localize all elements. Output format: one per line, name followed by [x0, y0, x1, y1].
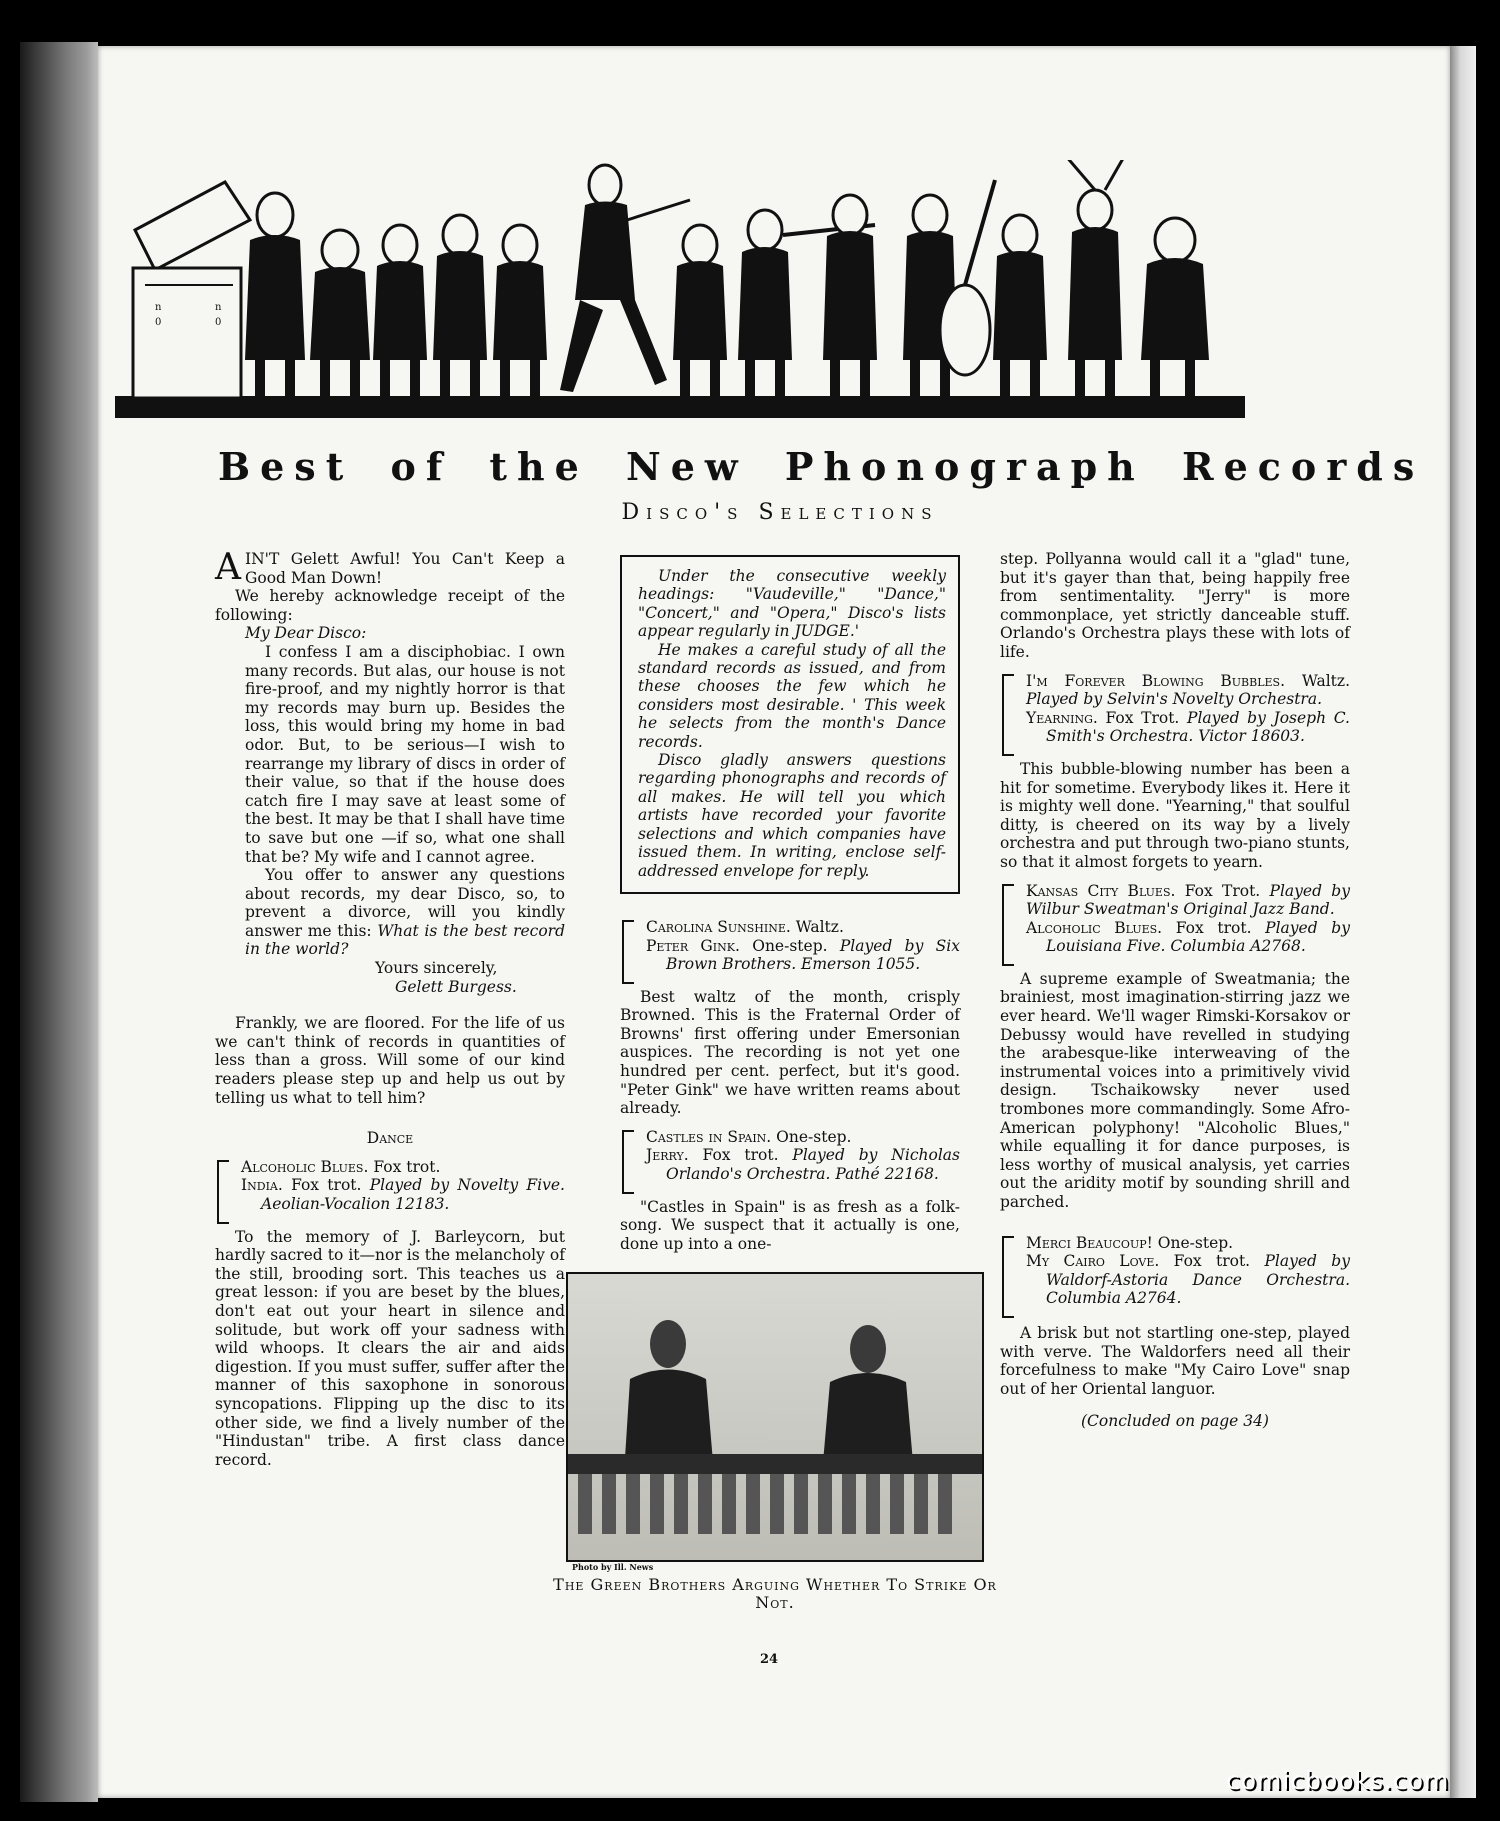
info-box	[620, 555, 960, 894]
letter-question: What is the best record in the world?	[245, 921, 565, 959]
letter-paragraph-2-text: You offer to answer any questions about records, my dear Disco, so, to prevent a divorce, will you kindly answer me this:	[245, 866, 565, 940]
photo-credit: Photo by Ill. News	[572, 1562, 654, 1572]
record-line	[646, 1146, 960, 1183]
letter-signature: Gelett Burgess.	[395, 977, 517, 996]
record-title: Alcoholic Blues.	[1026, 918, 1163, 937]
record-line	[1026, 1234, 1350, 1253]
entry-bracket	[1002, 884, 1014, 966]
record-entry	[620, 918, 960, 974]
record-line	[646, 1128, 960, 1147]
scan-border	[1476, 46, 1500, 1798]
record-type: One-step.	[1157, 1233, 1234, 1252]
record-review: Best waltz of the month, crisply Browned. This is the Fraternal Order of Browns' first offering under Emersonian auspices. The recording is not yet one hundred per cent. perfect, but it's good. "Peter Gink" we have written reams about already.	[620, 987, 960, 1118]
record-review: To the memory of J. Barleycorn, but hardly sacred to it—nor is the melancholy of the still, brooding sort. This teaches us a great lesson: if you are beset by the blues, don't eat out your heart in silence and solitude, but work off your sadness with wild whoops. It clears the air and aids digestion. If you must suffer, suffer after the manner of this saxophone in sonorous syncopations. Flipping up the disc to its other side, we find a lively number of the "Hindustan" tribe. A first class dance record.	[215, 1227, 565, 1469]
record-review: A brisk but not startling one-step, played with verve. The Waldorfers need all their forcefulness to make "My Cairo Love" snap out of her Oriental languor.	[1000, 1323, 1350, 1398]
record-performer: Played by Novelty Five. Aeolian-Vocalion 12183.	[261, 1176, 565, 1213]
record-title: Merci Beaucoup!	[1026, 1233, 1153, 1252]
page-number: 24	[760, 1652, 779, 1667]
piano-drawing	[133, 182, 250, 398]
record-line	[1026, 919, 1350, 956]
record-title: Peter Gink.	[646, 936, 740, 955]
record-type: Fox trot.	[1175, 918, 1252, 937]
record-line	[241, 1176, 565, 1213]
record-entry	[215, 1158, 565, 1214]
record-performer: Played by Selvin's Novelty Orchestra.	[1026, 690, 1323, 709]
svg-text:n: n	[215, 302, 222, 313]
middle-column	[620, 555, 960, 1253]
editor-response: Frankly, we are floored. For the life of us we can't think of records in quantities of less than a gross. Will some of our kind readers please step up and help us out by telling us what to tell him?	[215, 1014, 565, 1107]
page-title: Best of the New Phonograph Records	[218, 444, 1425, 489]
record-performer: Played by Joseph C. Smith's Orchestra. Victor 18603.	[1046, 708, 1350, 746]
intro-heading	[215, 547, 565, 588]
record-title: Jerry.	[646, 1146, 689, 1165]
record-line	[1026, 709, 1350, 746]
page-subtitle: Disco's Selections	[621, 500, 939, 525]
continued-text: step. Pollyanna would call it a "glad" tune, but it's gayer than that, being happily free from sentimentality. "Jerry" is more commonplace, yet strictly danceable stuff. Orlando's Orchestra plays these with lots of life.	[1000, 550, 1350, 661]
record-type: Fox trot.	[373, 1157, 441, 1176]
drop-cap: A	[215, 547, 241, 588]
right-column	[1000, 550, 1350, 1431]
record-title: Yearning.	[1026, 708, 1098, 727]
record-line	[646, 918, 960, 937]
site-watermark: comicbooks.com	[1226, 1766, 1450, 1795]
record-title: Carolina Sunshine.	[646, 917, 791, 936]
record-line	[1026, 882, 1350, 919]
acknowledgement: We hereby acknowledge receipt of the following:	[215, 587, 565, 624]
letter-paragraph-2	[245, 866, 565, 959]
record-performer: Played by Waldorf-Astoria Dance Orchestra. Columbia A2764.	[1046, 1252, 1350, 1308]
entry-bracket	[622, 920, 634, 984]
record-title: Alcoholic Blues.	[241, 1157, 369, 1176]
record-type: Fox Trot.	[1105, 708, 1180, 727]
record-review: A supreme example of Sweatmania; the brainiest, most imagination-stirring jazz we ever heard. We'll wager Rimski-Korsakov or Debussy would have revelled in studying the arabesque-like interweaving of the instrumental voices into a primitively vivid design. Tschaikowsky never used trombones more commandingly. Some Afro-American polyphony! "Alcoholic Blues," while equalling it for dance purposes, is less worthy of musical analysis, yet carries out the aridity motif by sounding shrill and parched.	[1000, 969, 1350, 1211]
record-review: This bubble-blowing number has been a hit for sometime. Everybody likes it. Here it is mighty well done. "Yearning," that soulful ditty, is cheered on its way by a lively orchestra and put through two-piano stunts, so that it almost forgets to yearn.	[1000, 759, 1350, 871]
letter-paragraph-1: I confess I am a disciphobiac. I own many records. But alas, our house is not fire-proof, and my nightly horror is that my records may burn up. Besides the loss, this would bring my home in bad odor. But, to be serious—I wish to rearrange my library of discs in order of their value, so that if the house does catch fire I may save at least some of the best. It may be that I shall have time to save but one —if so, what one shall that be? My wife and I cannot agree.	[245, 642, 565, 866]
record-line	[1026, 672, 1350, 709]
record-type: Fox trot.	[702, 1146, 779, 1165]
orchestra-illustration	[115, 160, 1245, 430]
letter-salutation: My Dear Disco:	[245, 624, 367, 643]
entry-bracket	[217, 1160, 229, 1224]
info-paragraph-3: Disco gladly answers questions regarding phonographs and records of all makes. He will tell you which artists have recorded your favorite selections and which companies have issued them. In writing, enclose self-addressed envelope for reply.	[638, 751, 946, 880]
record-entry	[1000, 1234, 1350, 1308]
left-column	[215, 547, 565, 1469]
record-entry	[1000, 672, 1350, 746]
record-type: Fox trot.	[291, 1176, 362, 1195]
page-stack-edge	[1450, 46, 1476, 1798]
photo-caption: The Green Brothers Arguing Whether To Strike Or Not.	[553, 1575, 997, 1612]
record-type: Waltz.	[1301, 671, 1350, 690]
record-performer: Played by Louisiana Five. Columbia A2768.	[1046, 918, 1350, 956]
svg-text:0: 0	[215, 317, 222, 328]
record-line	[646, 937, 960, 974]
info-paragraph-1: Under the consecutive weekly headings: "Vaudeville," "Dance," "Concert," and "Opera," Disco's lists appear regularly in JUDGE.'	[638, 567, 946, 641]
entry-bracket	[1002, 674, 1014, 756]
record-title: My Cairo Love.	[1026, 1252, 1160, 1271]
svg-text:0: 0	[155, 317, 162, 328]
record-performer: Played by Wilbur Sweatman's Original Jazz Band.	[1026, 881, 1350, 919]
record-performer: Played by Six Brown Brothers. Emerson 1055.	[666, 936, 960, 974]
entry-bracket	[622, 1130, 634, 1194]
record-type: Fox Trot.	[1184, 881, 1261, 900]
svg-text:n: n	[155, 302, 162, 313]
photo	[566, 1272, 984, 1562]
record-type: Waltz.	[795, 917, 844, 936]
record-entry	[620, 1128, 960, 1184]
info-paragraph-2: He makes a careful study of all the standard records as issued, and from these chooses the few which he considers most desirable. ' This week he selects from the month's Dance records.	[638, 640, 946, 751]
book-binding-edge	[20, 42, 98, 1802]
continued-note: (Concluded on page 34)	[1081, 1412, 1269, 1431]
section-heading-dance: Dance	[366, 1129, 414, 1148]
green-brothers-photo	[568, 1274, 982, 1560]
record-title: India.	[241, 1176, 283, 1195]
record-title: Castles in Spain.	[646, 1127, 772, 1146]
record-title: Kansas City Blues.	[1026, 881, 1176, 900]
record-type: One-step.	[752, 936, 828, 955]
letter-block	[215, 624, 565, 996]
record-type: One-step.	[776, 1127, 852, 1146]
photo-figure	[566, 1272, 984, 1562]
record-type: Fox trot.	[1173, 1252, 1251, 1271]
intro-heading-text: IN'T Gelett Awful! You Can't Keep a Good Man Down!	[245, 550, 565, 587]
entry-bracket	[1002, 1236, 1014, 1318]
letter-closing: Yours sincerely,	[375, 959, 498, 978]
record-review: "Castles in Spain" is as fresh as a folk-song. We suspect that it actually is one, done up into a one-	[620, 1197, 960, 1253]
record-line	[1026, 1252, 1350, 1308]
record-line	[241, 1158, 565, 1177]
record-entry	[1000, 882, 1350, 956]
record-performer: Played by Nicholas Orlando's Orchestra. Pathé 22168.	[666, 1146, 960, 1184]
record-title: I'm Forever Blowing Bubbles.	[1026, 671, 1286, 690]
